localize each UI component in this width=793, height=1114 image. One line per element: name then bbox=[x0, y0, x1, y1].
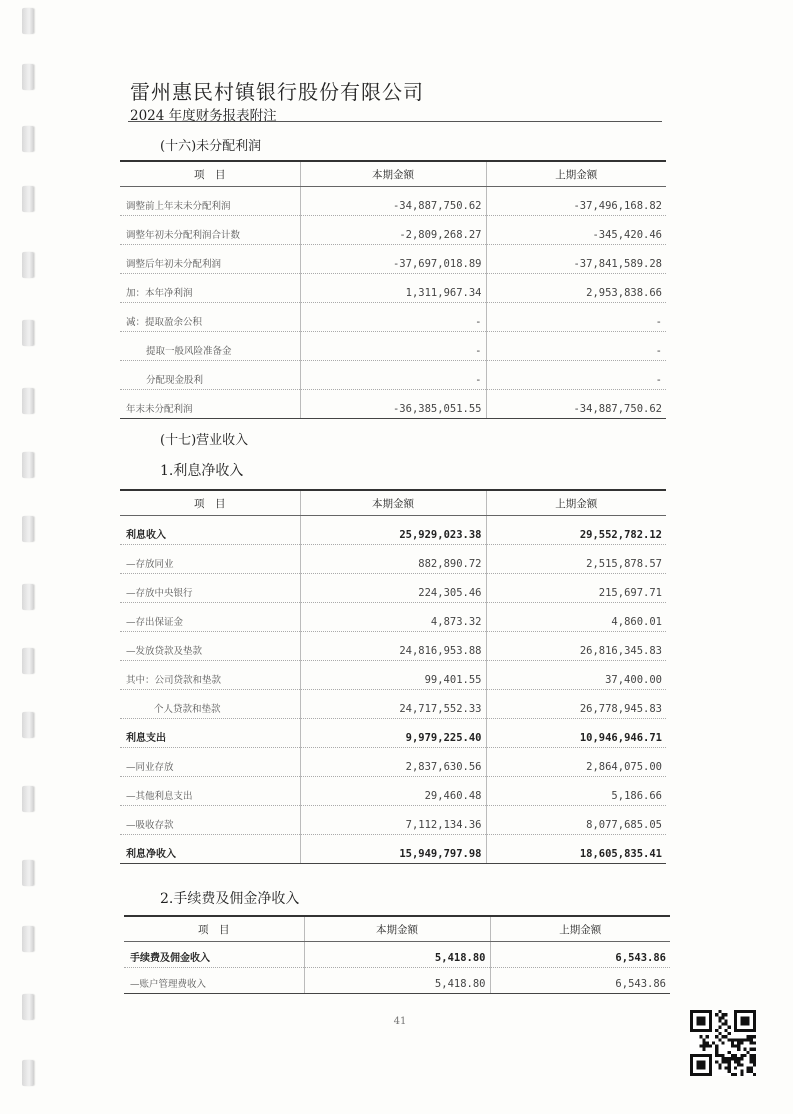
table-row bbox=[120, 216, 666, 245]
current-amount: 99,401.55 bbox=[300, 661, 486, 690]
binding-hole bbox=[22, 516, 34, 542]
prior-amount: -37,841,589.28 bbox=[486, 245, 666, 274]
current-amount: 2,837,630.56 bbox=[300, 748, 486, 777]
row-label: 其中：公司贷款和垫款 bbox=[120, 661, 300, 690]
prior-amount: 10,946,946.71 bbox=[486, 719, 666, 748]
current-amount: - bbox=[300, 361, 486, 390]
row-label: —同业存放 bbox=[120, 748, 300, 777]
current-amount: 1,311,967.34 bbox=[300, 274, 486, 303]
binding-hole bbox=[22, 860, 34, 886]
row-label: 利息支出 bbox=[120, 719, 300, 748]
table-row bbox=[120, 390, 666, 419]
table-row bbox=[120, 303, 666, 332]
prior-amount: 2,953,838.66 bbox=[486, 274, 666, 303]
table-row bbox=[120, 748, 666, 777]
prior-amount: -37,496,168.82 bbox=[486, 187, 666, 216]
table-header-row bbox=[120, 161, 666, 187]
table-row bbox=[120, 545, 666, 574]
table-row bbox=[120, 661, 666, 690]
prior-amount: 2,515,878.57 bbox=[486, 545, 666, 574]
column-header-item: 项 目 bbox=[120, 490, 300, 516]
table-row bbox=[120, 274, 666, 303]
binding-hole bbox=[22, 584, 34, 610]
table-row bbox=[120, 245, 666, 274]
row-label: 个人贷款和垫款 bbox=[120, 690, 300, 719]
prior-amount: 18,605,835.41 bbox=[486, 835, 666, 864]
column-header-current: 本期金额 bbox=[304, 916, 490, 942]
row-label: —吸收存款 bbox=[120, 806, 300, 835]
prior-amount: 2,864,075.00 bbox=[486, 748, 666, 777]
table-row bbox=[120, 574, 666, 603]
net-interest-income-table bbox=[120, 489, 666, 864]
current-amount: 15,949,797.98 bbox=[300, 835, 486, 864]
current-amount: 5,418.80 bbox=[304, 942, 490, 968]
binding-hole bbox=[22, 8, 34, 34]
current-amount: 29,460.48 bbox=[300, 777, 486, 806]
page-number: 41 bbox=[393, 1016, 407, 1027]
prior-amount: 26,816,345.83 bbox=[486, 632, 666, 661]
row-label: 加：本年净利润 bbox=[120, 274, 300, 303]
qr-code-icon bbox=[690, 1010, 756, 1076]
table-row bbox=[120, 361, 666, 390]
binding-hole bbox=[22, 1060, 34, 1086]
binding-hole bbox=[22, 388, 34, 414]
current-amount: 882,890.72 bbox=[300, 545, 486, 574]
column-header-item: 项 目 bbox=[124, 916, 304, 942]
row-label: —其他利息支出 bbox=[120, 777, 300, 806]
row-label: —发放贷款及垫款 bbox=[120, 632, 300, 661]
table-row bbox=[124, 968, 670, 994]
table-row bbox=[120, 332, 666, 361]
column-header-prior: 上期金额 bbox=[486, 161, 666, 187]
column-header-current: 本期金额 bbox=[300, 161, 486, 187]
prior-amount: 215,697.71 bbox=[486, 574, 666, 603]
table-row bbox=[120, 632, 666, 661]
current-amount: 5,418.80 bbox=[304, 968, 490, 994]
binding-hole bbox=[22, 786, 34, 812]
subsection-title-net-interest-income: 1.利息净收入 bbox=[160, 463, 244, 479]
table-row bbox=[120, 690, 666, 719]
current-amount: 24,816,953.88 bbox=[300, 632, 486, 661]
prior-amount: -34,887,750.62 bbox=[486, 390, 666, 419]
table-row bbox=[120, 806, 666, 835]
fee-commission-income-table bbox=[124, 915, 670, 994]
column-header-prior: 上期金额 bbox=[486, 490, 666, 516]
current-amount: -34,887,750.62 bbox=[300, 187, 486, 216]
prior-amount: 5,186.66 bbox=[486, 777, 666, 806]
prior-amount: 37,400.00 bbox=[486, 661, 666, 690]
table-row bbox=[120, 777, 666, 806]
binding-hole bbox=[22, 320, 34, 346]
row-label: —存放中央银行 bbox=[120, 574, 300, 603]
current-amount: -36,385,051.55 bbox=[300, 390, 486, 419]
company-name: 雷州惠民村镇银行股份有限公司 bbox=[130, 80, 424, 104]
binding-hole bbox=[22, 252, 34, 278]
binding-hole bbox=[22, 186, 34, 212]
binding-hole bbox=[22, 712, 34, 738]
row-label: 手续费及佣金收入 bbox=[124, 942, 304, 968]
current-amount: -2,809,268.27 bbox=[300, 216, 486, 245]
binding-hole bbox=[22, 452, 34, 478]
table-row bbox=[120, 719, 666, 748]
prior-amount: - bbox=[486, 303, 666, 332]
row-label: —存出保证金 bbox=[120, 603, 300, 632]
row-label: 利息收入 bbox=[120, 516, 300, 545]
subsection-title-fee-commission-income: 2.手续费及佣金净收入 bbox=[160, 891, 300, 907]
row-label: 利息净收入 bbox=[120, 835, 300, 864]
prior-amount: 4,860.01 bbox=[486, 603, 666, 632]
column-header-item: 项 目 bbox=[120, 161, 300, 187]
row-label: 提取一般风险准备金 bbox=[120, 332, 300, 361]
section-title-operating-income: (十七)营业收入 bbox=[160, 433, 249, 448]
prior-amount: - bbox=[486, 332, 666, 361]
section-title-undistributed-profit: (十六)未分配利润 bbox=[160, 139, 262, 154]
table-row bbox=[120, 603, 666, 632]
prior-amount: 26,778,945.83 bbox=[486, 690, 666, 719]
current-amount: 224,305.46 bbox=[300, 574, 486, 603]
header-rule bbox=[128, 121, 662, 122]
row-label: 调整前上年末未分配利润 bbox=[120, 187, 300, 216]
binding-hole bbox=[22, 648, 34, 674]
binding-hole bbox=[22, 926, 34, 952]
prior-amount: - bbox=[486, 361, 666, 390]
row-label: 调整后年初未分配利润 bbox=[120, 245, 300, 274]
binding-edge bbox=[22, 0, 36, 1114]
row-label: —账户管理费收入 bbox=[124, 968, 304, 994]
current-amount: - bbox=[300, 303, 486, 332]
prior-amount: 29,552,782.12 bbox=[486, 516, 666, 545]
prior-amount: 6,543.86 bbox=[490, 942, 670, 968]
undistributed-profit-table bbox=[120, 160, 666, 419]
current-amount: 25,929,023.38 bbox=[300, 516, 486, 545]
table-header-row bbox=[120, 490, 666, 516]
row-label: —存放同业 bbox=[120, 545, 300, 574]
table-row bbox=[120, 835, 666, 864]
table-row bbox=[124, 942, 670, 968]
current-amount: 7,112,134.36 bbox=[300, 806, 486, 835]
current-amount: - bbox=[300, 332, 486, 361]
binding-hole bbox=[22, 994, 34, 1020]
row-label: 调整年初未分配利润合计数 bbox=[120, 216, 300, 245]
table-header-row bbox=[124, 916, 670, 942]
row-label: 年末未分配利润 bbox=[120, 390, 300, 419]
row-label: 分配现金股利 bbox=[120, 361, 300, 390]
table-row bbox=[120, 187, 666, 216]
report-subtitle: 2024 年度财务报表附注 bbox=[130, 108, 277, 124]
current-amount: 4,873.32 bbox=[300, 603, 486, 632]
prior-amount: 6,543.86 bbox=[490, 968, 670, 994]
column-header-prior: 上期金额 bbox=[490, 916, 670, 942]
prior-amount: 8,077,685.05 bbox=[486, 806, 666, 835]
current-amount: -37,697,018.89 bbox=[300, 245, 486, 274]
binding-hole bbox=[22, 64, 34, 90]
current-amount: 9,979,225.40 bbox=[300, 719, 486, 748]
prior-amount: -345,420.46 bbox=[486, 216, 666, 245]
current-amount: 24,717,552.33 bbox=[300, 690, 486, 719]
table-row bbox=[120, 516, 666, 545]
binding-hole bbox=[22, 126, 34, 152]
row-label: 减：提取盈余公积 bbox=[120, 303, 300, 332]
column-header-current: 本期金额 bbox=[300, 490, 486, 516]
